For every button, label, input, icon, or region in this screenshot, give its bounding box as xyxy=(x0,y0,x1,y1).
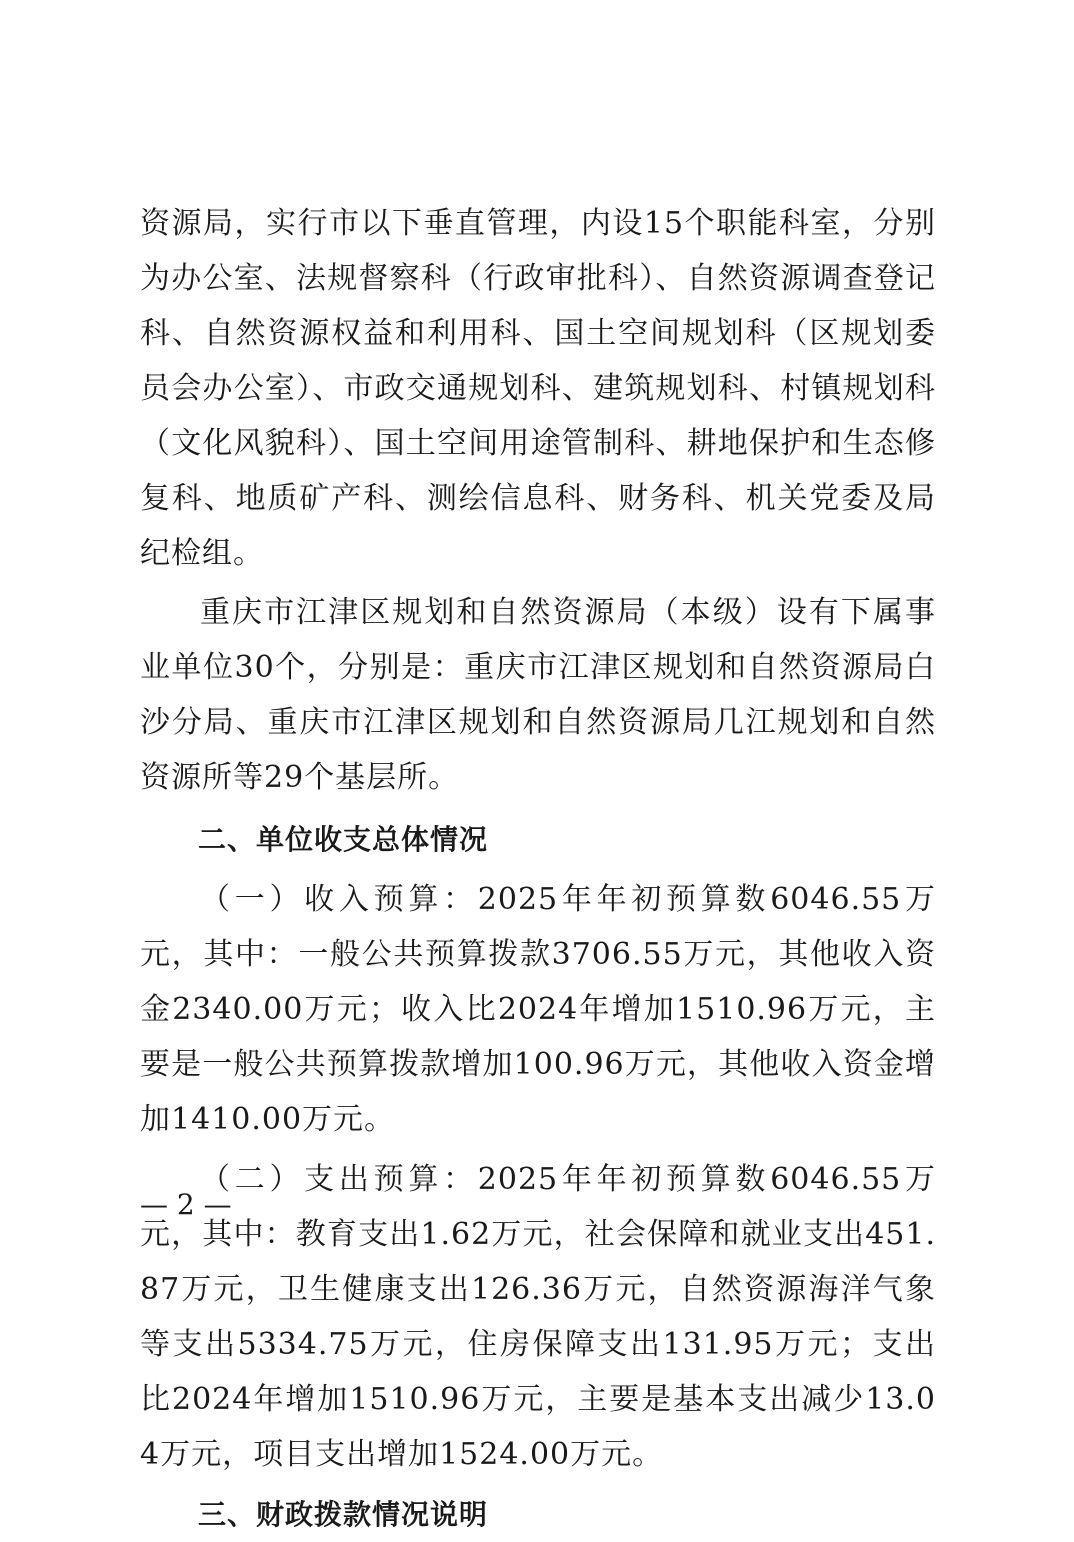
paragraph-subordinate-units: 重庆市江津区规划和自然资源局（本级）设有下属事业单位30个，分别是：重庆市江津区规划和自然资源局白沙分局、重庆市江津区规划和自然资源局几江规划和自然资源所等29个基层所。 xyxy=(140,595,936,795)
page-number: — 2 — xyxy=(140,1188,232,1221)
paragraph-income-budget: （一）收入预算：2025年年初预算数6046.55万元，其中：一般公共预算拨款3706.55万元，其他收入资金2340.00万元；收入比2024年增加1510.96万元，主要是一般公共预算拨款增加100.96万元，其他收入资金增加1410.00万元。 xyxy=(140,882,936,1137)
section-heading-fiscal-allocation: 三、财政拨款情况说明 xyxy=(198,1498,489,1531)
section-heading-revenue-expenditure: 二、单位收支总体情况 xyxy=(198,823,489,856)
paragraph-expenditure-budget: （二）支出预算：2025年年初预算数6046.55万元，其中：教育支出1.62万元，社会保障和就业支出451.87万元，卫生健康支出126.36万元，自然资源海洋气象等支出5334.75万元，住房保障支出131.95万元；支出比2024年增加1510.96万元，主要是基本支出减少13.04万元，项目支出增加1524.00万元。 xyxy=(140,1162,936,1472)
paragraph-internal-structure: 资源局，实行市以下垂直管理，内设15个职能科室，分别为办公室、法规督察科（行政审批科）、自然资源调查登记科、自然资源权益和利用科、国土空间规划科（区规划委员会办公室）、市政交通规划科、建筑规划科、村镇规划科（文化风貌科）、国土空间用途管制科、耕地保护和生态修复科、地质矿产科、测绘信息科、财务科、机关党委及局纪检组。 xyxy=(140,206,936,571)
page-body xyxy=(140,196,936,1542)
